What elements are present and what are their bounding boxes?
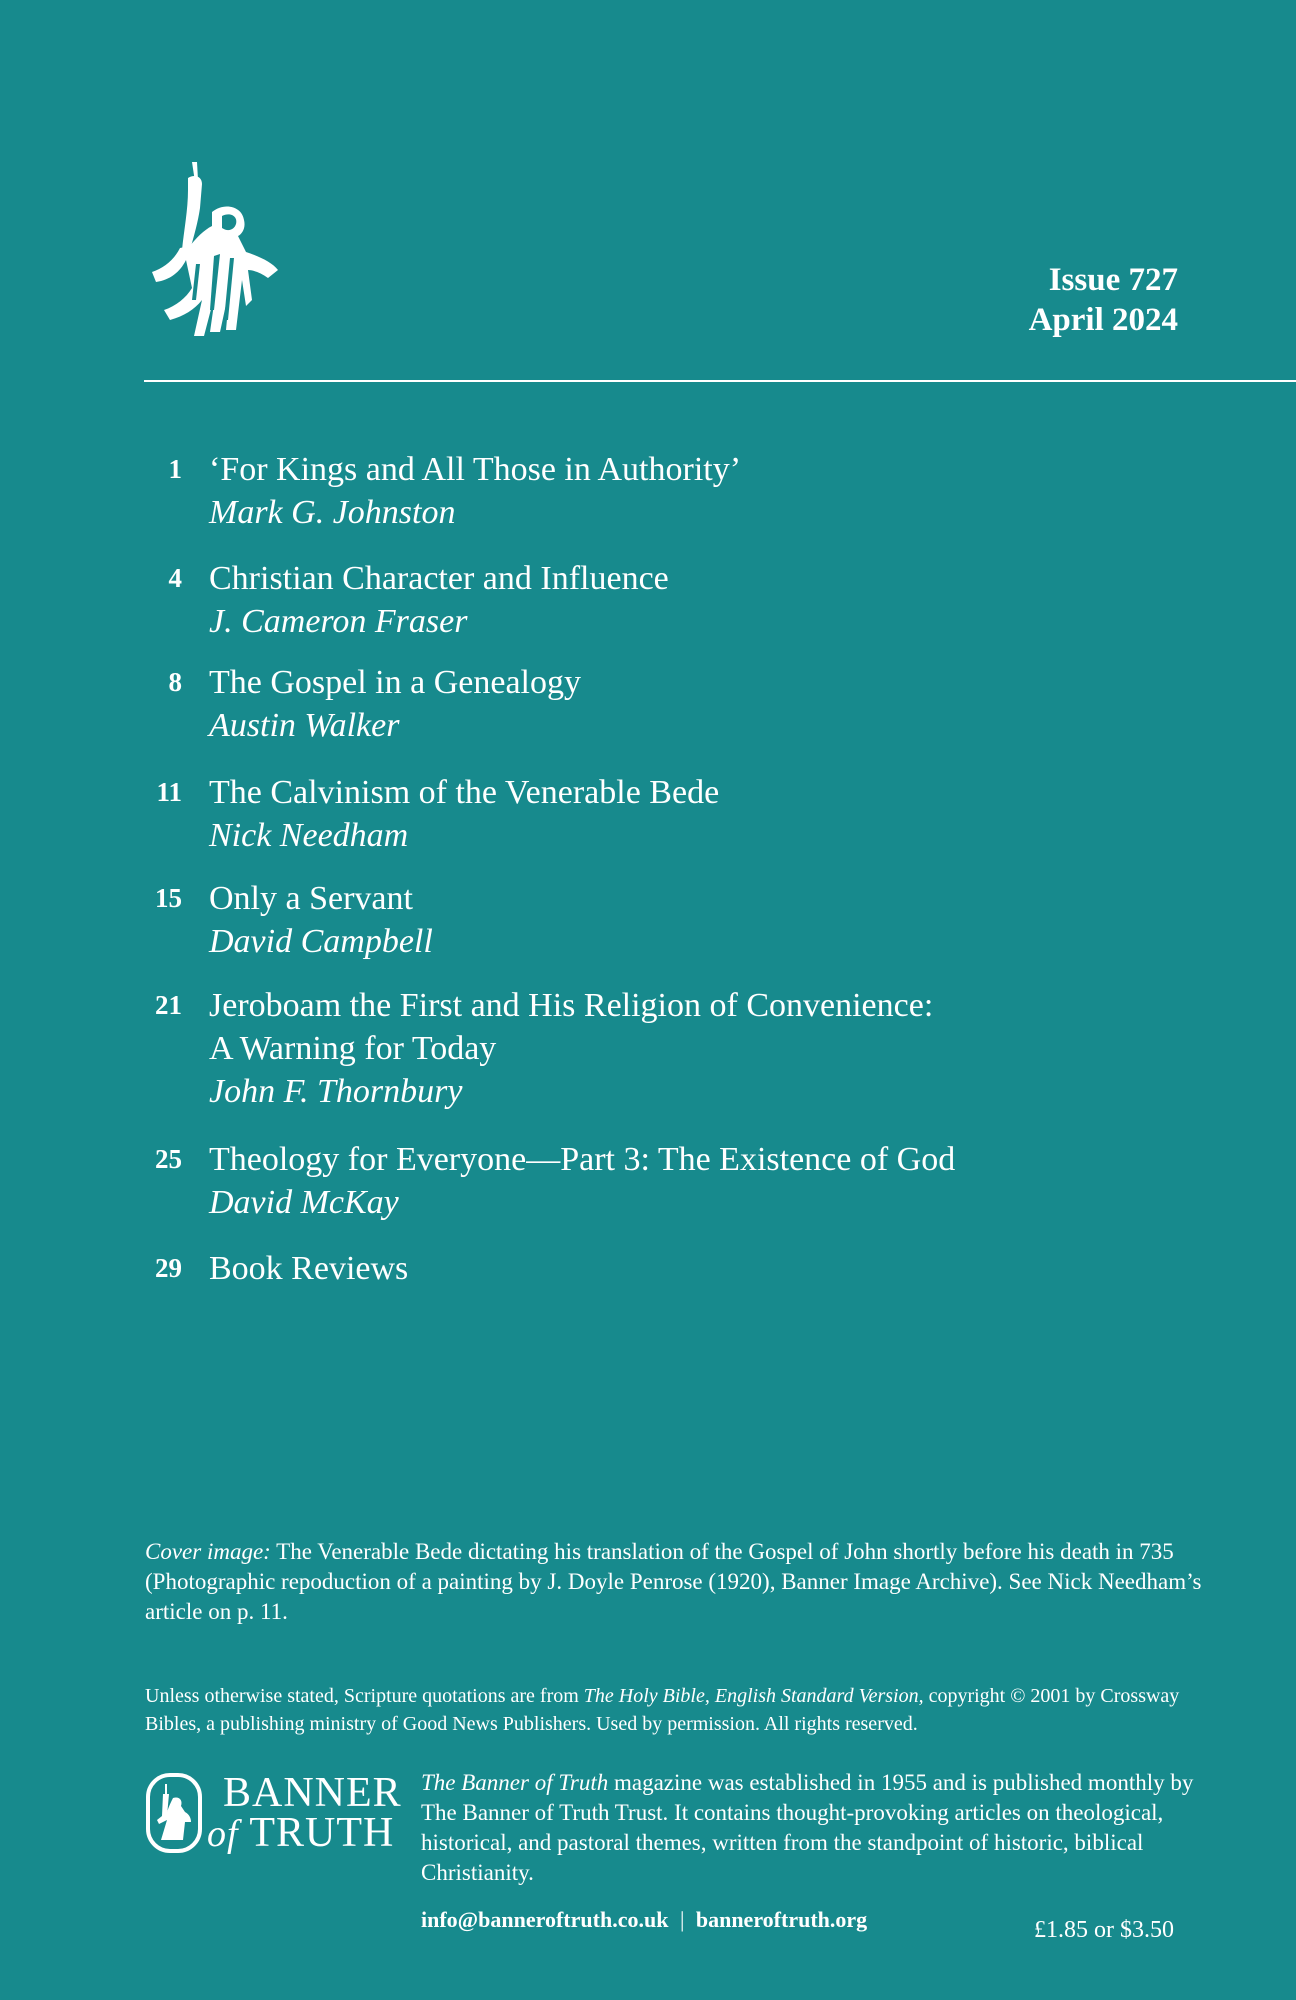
magazine-title: The Banner of Truth <box>421 1770 609 1795</box>
email-link[interactable]: info@banneroftruth.co.uk <box>421 1907 669 1932</box>
toc-author: J. Cameron Fraser <box>209 603 468 640</box>
magazine-description-text: magazine was established in 1955 and is published monthly by The Banner of Truth Trust. It contains thought-provoking articles on theological, historical, and pastoral themes, written from the standpoint of historic, biblical Christianity. <box>421 1770 1194 1885</box>
toc-page-number: 21 <box>155 990 182 1020</box>
issue-date: April 2024 <box>1028 302 1178 338</box>
toc-title: ‘For Kings and All Those in Authority’ <box>209 451 742 488</box>
toc-title: Theology for Everyone—Part 3: The Existence of God <box>209 1141 956 1178</box>
toc-title: The Calvinism of the Venerable Bede <box>209 774 720 811</box>
toc-title: Jeroboam the First and His Religion of Convenience: <box>209 987 934 1024</box>
contact-line <box>421 1905 867 1935</box>
toc-title: The Gospel in a Genealogy <box>209 664 581 701</box>
issue-price: £1.85 or $3.50 <box>1034 1917 1174 1943</box>
toc-page-number: 29 <box>155 1253 182 1283</box>
scripture-note-source: The Holy Bible, English Standard Version, <box>583 1685 924 1707</box>
toc-author: David McKay <box>209 1184 399 1221</box>
contact-separator: | <box>679 1907 685 1932</box>
banner-wordmark-line1: BANNER <box>223 1770 402 1816</box>
toc-page-number: 25 <box>155 1144 182 1174</box>
toc-author: Austin Walker <box>209 707 400 744</box>
toc-title-continued: A Warning for Today <box>209 1030 497 1067</box>
scripture-note-pre: Unless otherwise stated, Scripture quotations are from <box>145 1685 584 1707</box>
toc-author: David Campbell <box>209 923 433 960</box>
scripture-note-post: copyright © 2001 by Crossway Bibles, a publishing ministry of Good News Publishers. Used by permission. All rights reserved. <box>145 1685 1180 1735</box>
toc-author: John F. Thornbury <box>209 1073 463 1110</box>
cover-note-text: The Venerable Bede dictating his translation of the Gospel of John shortly before his death in 735 (Photographic repoduction of a painting by J. Doyle Penrose (1920), Banner Image Archive). See Nick Needham’s article on p. 11. <box>145 1539 1202 1624</box>
preacher-figure-icon <box>150 160 300 340</box>
toc-title: Christian Character and Influence <box>209 560 669 597</box>
cover-note-label: Cover image: <box>145 1539 271 1564</box>
cover-image-note <box>145 1537 1205 1627</box>
magazine-description <box>421 1768 1201 1888</box>
toc-author: Mark G. Johnston <box>209 494 456 531</box>
toc-page-number: 15 <box>155 883 182 913</box>
toc-page-number: 11 <box>156 777 182 807</box>
issue-number: Issue 727 <box>1048 262 1178 298</box>
toc-page-number: 4 <box>168 563 182 593</box>
toc-title: Only a Servant <box>209 880 413 917</box>
banner-wordmark-truth: TRUTH <box>249 1810 395 1856</box>
toc-title: Book Reviews <box>209 1250 409 1287</box>
toc-author: Nick Needham <box>209 817 409 854</box>
masthead-divider <box>144 380 1296 382</box>
website-link[interactable]: banneroftruth.org <box>695 1907 868 1932</box>
banner-of-truth-logo <box>145 1770 405 1860</box>
scripture-permission-note <box>145 1682 1205 1738</box>
toc-page-number: 8 <box>168 667 182 697</box>
emblem-icon <box>145 1772 203 1854</box>
banner-wordmark-line2 <box>207 1812 394 1855</box>
toc-page-number: 1 <box>168 454 182 484</box>
issue-info <box>1029 260 1178 340</box>
banner-wordmark-of: of <box>207 1813 239 1855</box>
